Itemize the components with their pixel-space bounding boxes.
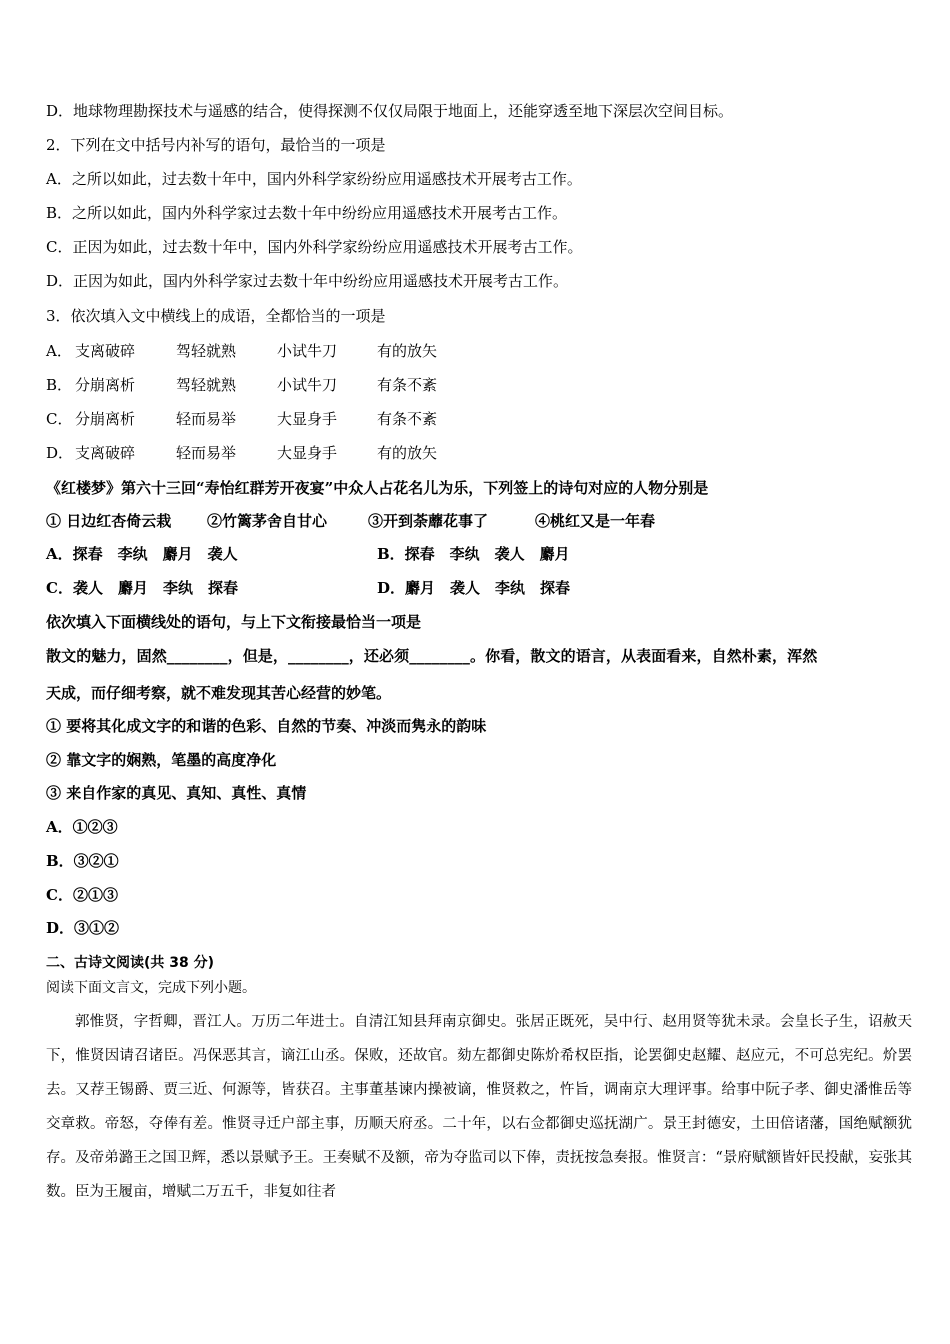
idiom: 驾轻就熟: [176, 376, 237, 394]
verse-1: ① 日边红杏倚云栽: [46, 512, 172, 530]
section-2-title: 二、古诗文阅读(共 38 分): [46, 955, 215, 971]
q2-stem: 2．下列在文中括号内补写的语句，最恰当的一项是: [46, 136, 386, 154]
q5-option-a: A．①②③: [46, 818, 118, 836]
classical-passage: 郭惟贤，字哲卿，晋江人。万历二年进士。自清江知县拜南京御史。张居正既死，吴中行、赵用贤等犹未录。会皇长子生，诏赦天下，惟贤因请召诸臣。冯保恶其言，谪江山丞。保败，还故官。劾左都御史陈炌希权臣指，论罢御史赵耀、赵应元，不可总宪纪。炌罢去。又荐王锡爵、贾三近、何源等，皆获召。主事董基谏内操被谪，惟贤救之，忤旨，调南京大理评事。给事中阮子孝、御史潘惟岳等交章救。帝怒，夺俸有差。惟贤寻迁户部主事，历顺天府丞。二十年，以右佥都御史巡抚湖广。景王封德安，土田倍诸藩，国绝赋额犹存。及帝弟潞王之国卫辉，悉以景赋予王。王奏赋不及额，帝为夺监司以下俸，责抚按急奏报。惟贤言：“景府赋额皆奸民投献，妄张其数。臣为王履亩，增赋二万五千，非复如往者: [46, 1014, 912, 1200]
idiom: 支离破碎: [75, 342, 136, 360]
idiom: 小试牛刀: [277, 342, 338, 360]
section-2-instruction: 阅读下面文言文，完成下列小题。: [46, 980, 256, 996]
q2-option-c: C．正因为如此，过去数十年中，国内外科学家纷纷应用遥感技术开展考古工作。: [46, 238, 583, 256]
idiom: 驾轻就熟: [176, 342, 237, 360]
idiom: 有的放矢: [377, 342, 438, 360]
idiom: 分崩离析: [75, 410, 136, 428]
q5-item-1: ① 要将其化成文字的和谐的色彩、自然的节奏、冲淡而隽永的韵味: [46, 717, 487, 735]
option-letter: A．: [46, 342, 72, 360]
idiom: 有的放矢: [377, 444, 438, 462]
q4-stem: 《红楼梦》第六十三回“寿怡红群芳开夜宴”中众人占花名儿为乐，下列签上的诗句对应的人物分别是: [46, 479, 709, 497]
option-letter: C．: [46, 410, 73, 428]
idiom: 支离破碎: [75, 444, 136, 462]
verse-4: ④桃红又是一年春: [535, 512, 656, 530]
q5-option-c: C．②①③: [46, 886, 118, 904]
q5-option-b: B．③②①: [46, 852, 119, 870]
option-letter: B．: [46, 376, 73, 394]
q4-option-d: D．麝月 袭人 李纨 探春: [377, 579, 571, 597]
q1-option-d: D．地球物理勘探技术与遥感的结合，使得探测不仅仅局限于地面上，还能穿透至地下深层次空间目标。: [46, 102, 734, 120]
q4-option-b: B．探春 李纨 袭人 麝月: [377, 545, 570, 563]
idiom: 大显身手: [277, 410, 338, 428]
q4-option-a: A．探春 李纨 麝月 袭人: [46, 545, 238, 563]
q2-option-a: A．之所以如此，过去数十年中，国内外科学家纷纷应用遥感技术开展考古工作。: [46, 170, 582, 188]
verse-2: ②竹篱茅舍自甘心: [207, 512, 328, 530]
q5-item-2: ② 靠文字的娴熟，笔墨的高度净化: [46, 751, 277, 769]
idiom: 有条不紊: [377, 376, 438, 394]
q5-stem: 依次填入下面横线处的语句，与上下文衔接最恰当一项是: [46, 613, 422, 631]
q4-option-c: C．袭人 麝月 李纨 探春: [46, 579, 238, 597]
q5-option-d: D．③①②: [46, 919, 120, 937]
idiom: 有条不紊: [377, 410, 438, 428]
idiom: 大显身手: [277, 444, 338, 462]
q3-stem: 3．依次填入文中横线上的成语，全都恰当的一项是: [46, 307, 386, 325]
idiom: 轻而易举: [176, 410, 237, 428]
q5-passage-line2: 天成，而仔细考察，就不难发现其苦心经营的妙笔。: [46, 684, 392, 702]
q2-option-d: D．正因为如此，国内外科学家过去数十年中纷纷应用遥感技术开展考古工作。: [46, 272, 569, 290]
q5-passage-line1: 散文的魅力，固然________，但是，________，还必须________。你看，散文的语言，从表面看来，自然朴素，浑然: [46, 647, 818, 665]
idiom: 轻而易举: [176, 444, 237, 462]
idiom: 分崩离析: [75, 376, 136, 394]
verse-3: ③开到荼蘼花事了: [368, 512, 489, 530]
q5-item-3: ③ 来自作家的真见、真知、真性、真情: [46, 784, 307, 802]
idiom: 小试牛刀: [277, 376, 338, 394]
q2-option-b: B．之所以如此，国内外科学家过去数十年中纷纷应用遥感技术开展考古工作。: [46, 204, 568, 222]
option-letter: D．: [46, 444, 74, 462]
